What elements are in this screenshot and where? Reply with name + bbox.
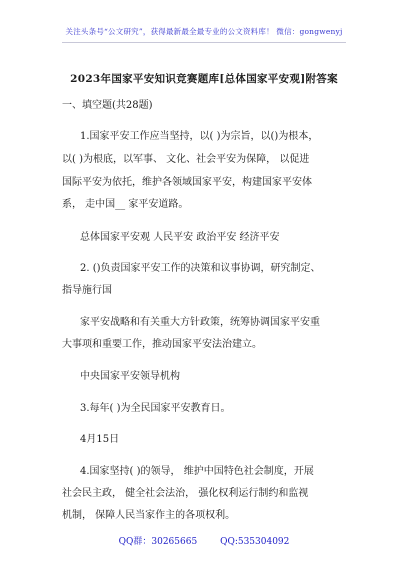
question-2-line-1: 2. ()负责国家平安工作的决策和议事协调，研究制定、: [80, 263, 321, 274]
answer-2-line-1: 家平安战略和有关重大方针政策，统筹协调国家平安重: [80, 317, 320, 328]
section-heading: 一、填空题(共28题): [62, 100, 153, 111]
document-title: 2023年国家平安知识竞赛题库[总体国家平安观]附答案: [70, 73, 338, 85]
question-1-line-4: 系， 走中国__ 家平安道路。: [62, 199, 189, 210]
question-1-line-2: 以( )为根底，以军事、 文化、社会平安为保障， 以促进: [62, 154, 310, 165]
answer-3: 4月15日: [80, 434, 120, 445]
answer-1: 总体国家平安观 人民平安 政治平安 经济平安: [80, 232, 280, 243]
answer-2-body: 中央国家平安领导机构: [80, 371, 180, 382]
answer-2-line-2: 大事项和重要工作，推动国家平安法治建立。: [62, 339, 262, 350]
header-divider: [62, 42, 346, 43]
header-banner: 关注头条号“公文研究”，获得最新最全最专业的公文资料库！ 微信：gongwenyj: [65, 27, 343, 36]
footer-qq: QQ:535304092: [220, 537, 290, 547]
question-1-line-3: 国际平安为依托，维护各领域国家平安，构建国家平安体: [62, 177, 312, 188]
question-4-line-1: 4.国家坚持( )的领导， 维护中国特色社会制度，开展: [80, 466, 314, 477]
footer-contact: [0, 534, 408, 547]
question-4-line-2: 社会民主政， 健全社会法治， 强化权利运行制约和监视: [62, 488, 309, 499]
question-2-line-2: 指导施行国: [62, 285, 112, 296]
footer-qq-group: QQ群：30265665: [118, 537, 198, 547]
question-3: 3.每年( )为全民国家平安教育日。: [80, 403, 231, 414]
question-4-line-3: 机制， 保障人民当家作主的各项权利。: [62, 510, 236, 521]
question-1-line-1: 1.国家平安工作应当坚持，以( )为宗旨，以()为根本，: [80, 131, 319, 142]
